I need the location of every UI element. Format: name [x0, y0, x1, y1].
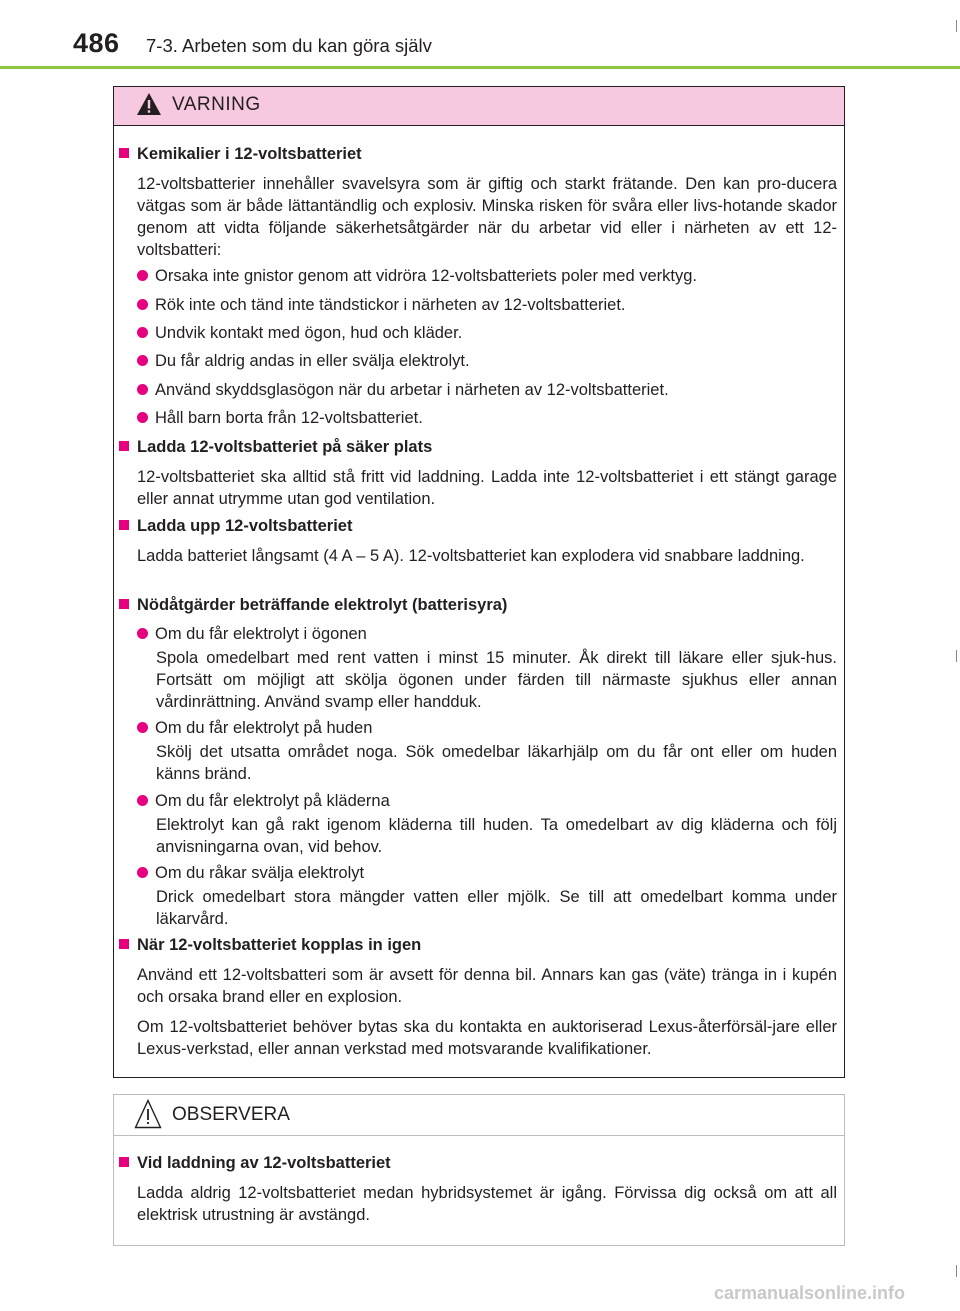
list-item: Om du får elektrolyt på kläderna — [137, 792, 390, 811]
list-item: Du får aldrig andas in eller svälja elektrolyt. — [137, 352, 470, 371]
watermark: carmanualsonline.info — [714, 1283, 906, 1303]
list-item: Om du får elektrolyt i ögonen — [137, 625, 367, 644]
round-bullet-icon — [137, 384, 148, 395]
list-item: Rök inte och tänd inte tändstickor i närheten av 12-voltsbatteriet. — [137, 296, 626, 315]
paragraph: 12-voltsbatterier innehåller svavelsyra som är giftig och starkt frätande. Den kan pro-ducera vätgas som är både lättantändlig och explosiv. Minska risken för svåra eller livs-hotande skador genom att vidta följande säkerhetsåtgärder när du arbetar vid eller i närheten av ett 12-voltsbatteri: — [137, 175, 837, 259]
square-bullet-icon — [119, 520, 129, 530]
square-bullet-icon — [119, 939, 129, 949]
list-item: Orsaka inte gnistor genom att vidröra 12-voltsbatteriets poler med verktyg. — [137, 267, 697, 286]
paragraph: Elektrolyt kan gå rakt igenom kläderna till huden. Ta omedelbart av dig kläderna och följ anvisningarna ovan, vid behov. — [156, 816, 837, 856]
paragraph: Drick omedelbart stora mängder vatten eller mjölk. Se till att omedelbart komma under läkarvård. — [156, 888, 837, 928]
paragraph: Ladda batteriet långsamt (4 A – 5 A). 12-voltsbatteriet kan explodera vid snabbare laddning. — [137, 547, 805, 565]
square-bullet-icon — [119, 441, 129, 451]
notice-title: OBSERVERA — [172, 1104, 290, 1125]
crop-mark — [956, 650, 957, 662]
list-item: Om du får elektrolyt på huden — [137, 719, 372, 738]
section-heading: Kemikalier i 12-voltsbatteriet — [119, 145, 362, 164]
round-bullet-icon — [137, 722, 148, 733]
round-bullet-icon — [137, 412, 148, 423]
caution-triangle-icon — [134, 1099, 162, 1129]
section-heading: När 12-voltsbatteriet kopplas in igen — [119, 936, 421, 955]
paragraph: Spola omedelbart med rent vatten i minst 15 minuter. Åk direkt till läkare eller sjuk-hus. Fortsätt om möjligt att skölja ögonen under färden till närmaste sjukhus eller annan vårdinrättning. Använd svamp eller handduk. — [156, 649, 837, 711]
paragraph: Använd ett 12-voltsbatteri som är avsett för denna bil. Annars kan gas (väte) tränga in i kupén och orsaka brand eller en explosion. — [137, 966, 837, 1006]
list-item: Om du råkar svälja elektrolyt — [137, 864, 364, 883]
round-bullet-icon — [137, 299, 148, 310]
header-divider — [0, 66, 960, 69]
section-title: 7-3. Arbeten som du kan göra själv — [146, 35, 432, 56]
list-item: Håll barn borta från 12-voltsbatteriet. — [137, 409, 423, 428]
warning-triangle-icon — [136, 92, 162, 116]
round-bullet-icon — [137, 355, 148, 366]
notice-header — [114, 1095, 844, 1136]
square-bullet-icon — [119, 148, 129, 158]
round-bullet-icon — [137, 867, 148, 878]
warning-header — [114, 87, 844, 126]
warning-title: VARNING — [172, 94, 261, 115]
round-bullet-icon — [137, 628, 148, 639]
crop-mark — [956, 20, 957, 32]
crop-mark — [956, 1265, 957, 1277]
round-bullet-icon — [137, 270, 148, 281]
list-item: Undvik kontakt med ögon, hud och kläder. — [137, 324, 462, 343]
page-number: 486 — [73, 28, 120, 58]
square-bullet-icon — [119, 599, 129, 609]
round-bullet-icon — [137, 795, 148, 806]
section-heading: Ladda 12-voltsbatteriet på säker plats — [119, 438, 432, 457]
paragraph: 12-voltsbatteriet ska alltid stå fritt vid laddning. Ladda inte 12-voltsbatteriet i ett stängt garage eller annat utrymme utan god ventilation. — [137, 468, 837, 508]
section-heading: Ladda upp 12-voltsbatteriet — [119, 517, 352, 536]
square-bullet-icon — [119, 1157, 129, 1167]
section-heading: Nödåtgärder beträffande elektrolyt (batterisyra) — [119, 596, 507, 615]
paragraph: Ladda aldrig 12-voltsbatteriet medan hybridsystemet är igång. Förvissa dig också om att all elektrisk utrustning är avstängd. — [137, 1184, 837, 1224]
paragraph: Skölj det utsatta området noga. Sök omedelbar läkarhjälp om du får ont eller om huden känns bränd. — [156, 743, 837, 783]
paragraph: Om 12-voltsbatteriet behöver bytas ska du kontakta en auktoriserad Lexus-återförsäl-jare eller Lexus-verkstad, eller annan verkstad med motsvarande kvalifikationer. — [137, 1018, 837, 1058]
round-bullet-icon — [137, 327, 148, 338]
list-item: Använd skyddsglasögon när du arbetar i närheten av 12-voltsbatteriet. — [137, 381, 669, 400]
section-heading: Vid laddning av 12-voltsbatteriet — [119, 1154, 391, 1173]
